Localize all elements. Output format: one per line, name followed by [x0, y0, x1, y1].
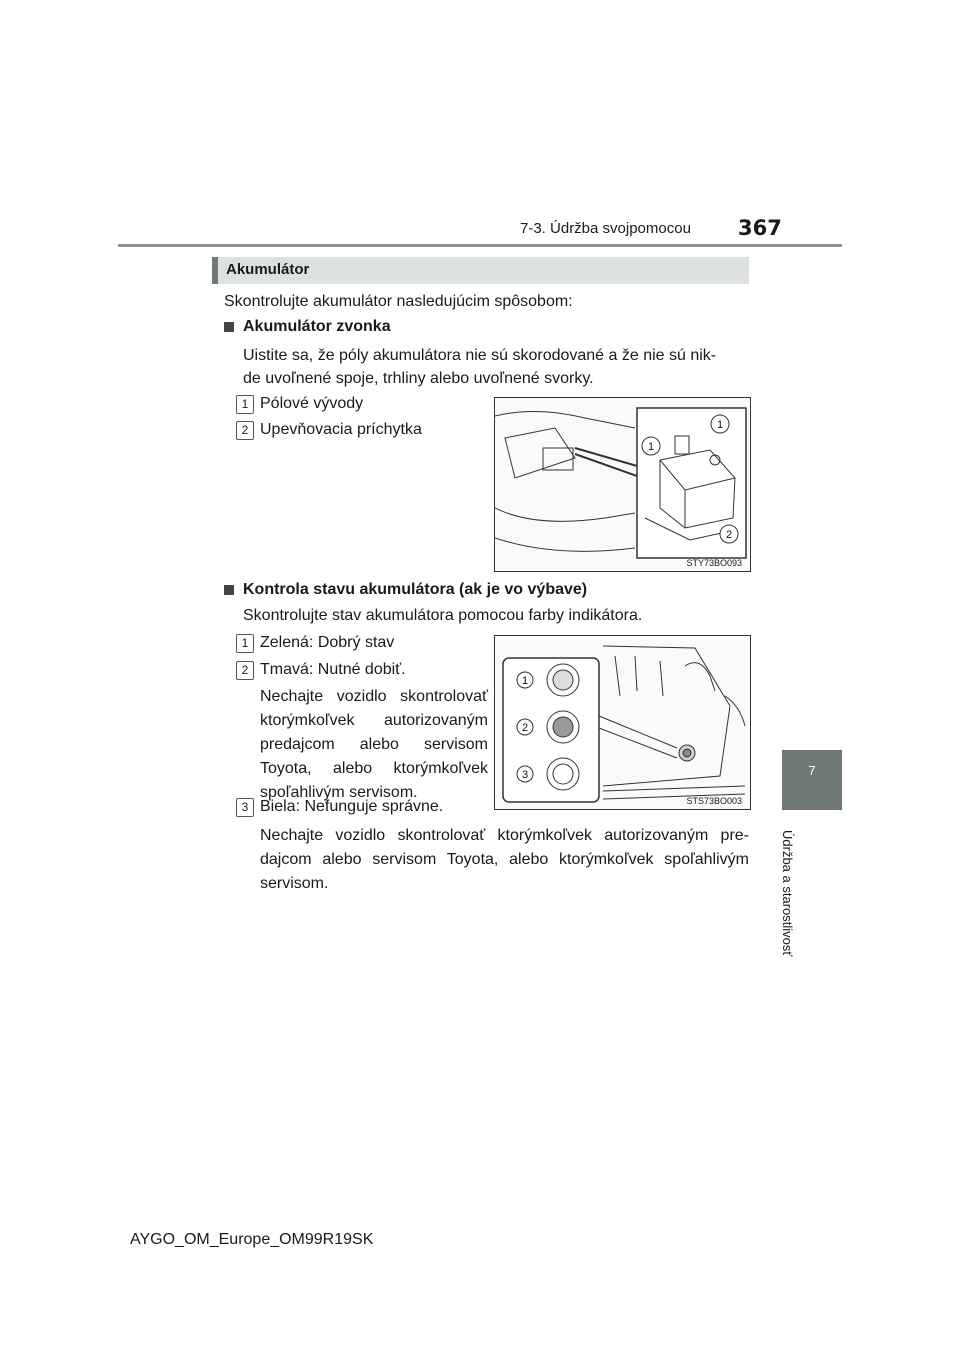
indicator-body: Skontrolujte stav akumulátora pomocou farby indikátora. [243, 607, 643, 624]
note-line: Toyota, alebo ktorýmkoľvek [260, 760, 488, 777]
battery-exterior-figure [494, 397, 751, 572]
battery-illustration [495, 398, 750, 571]
note-line: dajcom alebo servisom Toyota, alebo ktorýmkoľvek spoľahlivým [260, 851, 749, 868]
item-number-badge: 1 [236, 634, 254, 653]
item-text: Upevňovacia príchytka [260, 421, 422, 438]
note-line: spoľahlivým servisom. [260, 784, 418, 801]
note-line: ktorýmkoľvek autorizovaným [260, 712, 488, 729]
figure-callout: 2 [725, 529, 733, 541]
indicator-note-1 [260, 685, 488, 805]
exterior-heading: Akumulátor zvonka [243, 318, 391, 335]
section-accent [212, 257, 218, 284]
indicator-note-2 [260, 824, 749, 896]
item-text: Tmavá: Nutné dobiť. [260, 661, 406, 678]
figure-callout: 1 [521, 675, 529, 687]
exterior-body-line-2: de uvoľnené spoje, trhliny alebo uvoľnené svorky. [243, 370, 594, 387]
item-text: Zelená: Dobrý stav [260, 634, 395, 651]
item-number-badge: 2 [236, 421, 254, 440]
chapter-label [760, 830, 820, 990]
figure-code: STS73BO003 [686, 796, 742, 806]
exterior-body-line-1: Uistite sa, že póly akumulátora nie sú skorodované a že nie sú nik- [243, 347, 717, 364]
chapter-label-text: Údržba a starostlivosť [780, 830, 795, 957]
note-line: predajcom alebo servisom [260, 736, 488, 753]
figure-callout: 3 [521, 769, 529, 781]
figure-code: STY73BO093 [686, 558, 742, 568]
header-section-title: 7-3. Údržba svojpomocou [520, 220, 691, 237]
footer-doc-id: AYGO_OM_Europe_OM99R19SK [130, 1231, 374, 1248]
note-line: Nechajte vozidlo skontrolovať ktorýmkoľvek autorizovaným pre- [260, 827, 749, 844]
item-text: Pólové vývody [260, 395, 364, 412]
item-number-badge: 1 [236, 395, 254, 414]
section-title: Akumulátor [226, 261, 310, 278]
section-intro: Skontrolujte akumulátor nasledujúcim spôsobom: [224, 293, 573, 310]
battery-indicator-figure [494, 635, 751, 810]
chapter-tab [782, 750, 842, 810]
item-number-badge: 2 [236, 661, 254, 680]
bullet-square-icon [224, 585, 234, 595]
note-line: Nechajte vozidlo skontrolovať [260, 688, 488, 705]
section-title-bar [212, 257, 749, 284]
figure-callout: 1 [647, 441, 655, 453]
figure-callout: 1 [716, 419, 724, 431]
indicator-heading: Kontrola stavu akumulátora (ak je vo výbave) [243, 581, 588, 598]
item-text: Biela: Nefunguje správne. [260, 798, 444, 815]
note-line: servisom. [260, 875, 329, 892]
header-divider [118, 244, 842, 247]
page-number: 367 [738, 216, 782, 240]
indicator-illustration [495, 636, 750, 809]
chapter-number: 7 [808, 763, 816, 778]
figure-callout: 2 [521, 722, 529, 734]
item-number-badge: 3 [236, 798, 254, 817]
bullet-square-icon [224, 322, 234, 332]
